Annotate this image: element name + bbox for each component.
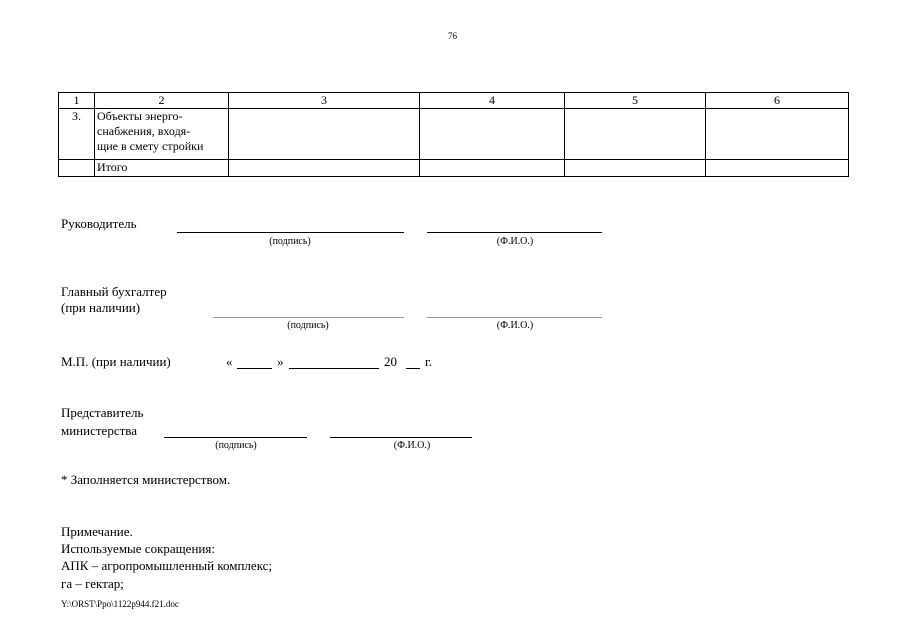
stamp-label: М.П. (при наличии) xyxy=(61,354,171,369)
column-header: 1 xyxy=(59,93,95,109)
note-item: га – гектар; xyxy=(61,576,124,591)
file-path: Y:\ORST\Ppo\1122p944.f21.doc xyxy=(61,599,179,609)
head-fio-line xyxy=(427,232,602,233)
column-header: 3 xyxy=(229,93,420,109)
accountant-signature-line xyxy=(213,317,404,318)
date-day-line xyxy=(237,368,272,369)
column-header: 2 xyxy=(95,93,229,109)
footnote: * Заполняется министерством. xyxy=(61,472,231,487)
signature-caption: (подпись) xyxy=(287,320,329,331)
row-name-line: щие в смету стройки xyxy=(97,139,204,153)
row-name-line: снабжения, входя- xyxy=(97,124,191,138)
column-header: 6 xyxy=(706,93,849,109)
column-header: 5 xyxy=(565,93,706,109)
chief-accountant-label: Главный бухгалтер xyxy=(61,284,167,299)
date-year-line xyxy=(406,368,420,369)
table-row xyxy=(59,109,849,160)
ministry-signature-line xyxy=(164,437,307,438)
note-item: АПК – агропромышленный комплекс; xyxy=(61,558,273,573)
fio-caption: (Ф.И.О.) xyxy=(496,320,534,331)
empty-cell xyxy=(420,109,565,160)
column-header: 4 xyxy=(420,93,565,109)
empty-cell xyxy=(229,109,420,160)
empty-cell xyxy=(565,160,706,177)
data-table xyxy=(58,92,849,177)
empty-cell xyxy=(420,160,565,177)
date-open-quote: « xyxy=(226,354,233,369)
date-close-quote: » xyxy=(277,354,284,369)
page-number: 76 xyxy=(448,31,457,41)
empty-cell xyxy=(59,160,95,177)
date-year-suffix: г. xyxy=(425,354,433,369)
signature-caption: (подпись) xyxy=(269,236,311,247)
table-row-total xyxy=(59,160,849,177)
signature-caption: (подпись) xyxy=(215,440,257,451)
note-title: Примечание. xyxy=(61,524,133,539)
accountant-fio-line xyxy=(427,317,602,318)
fio-caption: (Ф.И.О.) xyxy=(393,440,431,451)
row-number: 3. xyxy=(59,109,95,160)
date-month-line xyxy=(289,368,379,369)
ministry-rep-label-2: министерства xyxy=(61,423,138,438)
row-name-cell xyxy=(95,109,229,160)
table-header-row xyxy=(59,93,849,109)
chief-accountant-note: (при наличии) xyxy=(61,300,141,315)
row-name-line: Объекты энерго- xyxy=(97,109,183,123)
empty-cell xyxy=(706,109,849,160)
empty-cell xyxy=(565,109,706,160)
head-label: Руководитель xyxy=(61,216,137,231)
ministry-rep-label: Представитель xyxy=(61,405,144,420)
fio-caption: (Ф.И.О.) xyxy=(496,236,534,247)
total-label: Итого xyxy=(95,160,229,177)
ministry-fio-line xyxy=(330,437,472,438)
date-year-prefix: 20 xyxy=(384,354,397,369)
note-abbrev-title: Используемые сокращения: xyxy=(61,541,215,556)
head-signature-line xyxy=(177,232,404,233)
empty-cell xyxy=(229,160,420,177)
empty-cell xyxy=(706,160,849,177)
